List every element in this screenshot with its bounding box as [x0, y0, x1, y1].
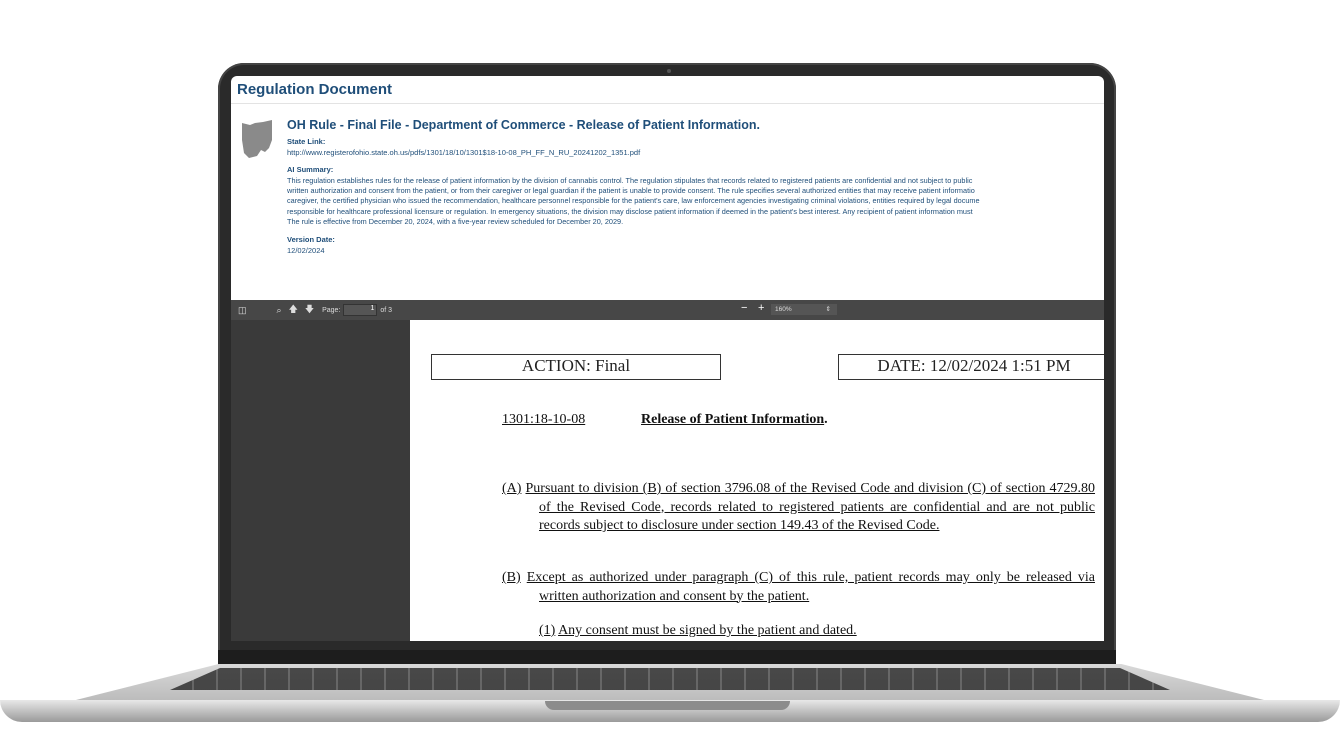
page-label: Page: [322, 306, 341, 314]
summary-line: This regulation establishes rules for the release of patient information by the division of cannabis control. The regulation stipulates that records related to registered patients are confidential and not subject to public [287, 176, 973, 185]
laptop-notch [545, 701, 790, 710]
date-box: DATE: 12/02/2024 1:51 PM [838, 354, 1104, 380]
action-box: ACTION: Final [431, 354, 721, 380]
pdf-toolbar [231, 300, 1104, 320]
page-title: Regulation Document [237, 81, 393, 98]
zoom-select[interactable]: 160% ⇕ [771, 304, 837, 315]
paragraph-b1: (1) Any consent must be signed by the patient and dated. [539, 623, 857, 638]
version-date-label: Version Date: [287, 235, 335, 245]
camera-icon [667, 69, 671, 73]
sidebar-toggle-icon[interactable]: ◫ [238, 304, 247, 315]
state-link-label: State Link: [287, 137, 326, 146]
summary-line: responsible for healthcare professional licensure or regulation. In emergency situations, the division may disclose patient information if deemed in the patient's best interest. Any recipient of patient information must [287, 206, 973, 216]
select-arrows-icon: ⇕ [825, 306, 831, 313]
search-icon[interactable]: ⌕ [276, 304, 282, 315]
rule-number: 1301:18-10-08 [502, 412, 586, 427]
zoom-in-button[interactable]: + [758, 302, 765, 314]
arrow-down-icon[interactable]: 🡇 [304, 304, 315, 314]
laptop-hinge [218, 650, 1116, 666]
arrow-up-icon[interactable]: 🡅 [288, 304, 298, 314]
pdf-sidebar [231, 320, 410, 641]
version-date: 12/02/2024 [287, 246, 325, 256]
document-info [231, 104, 1104, 300]
zoom-out-button[interactable]: − [741, 302, 748, 314]
rule-title: Release of Patient Information. [641, 412, 828, 427]
pdf-page [410, 320, 1104, 641]
ai-summary [287, 176, 1104, 227]
page-number-input[interactable]: 1 [343, 304, 377, 316]
ai-summary-label: AI Summary: [287, 165, 334, 174]
document-title[interactable]: OH Rule - Final File - Department of Commerce - Release of Patient Information. [287, 118, 760, 132]
summary-line: caregiver, the certified physician who issued the recommendation, healthcare personnel responsible for the patient's care, law enforcement agencies investigating criminal violations, entities required by legal docume [287, 196, 980, 206]
laptop-keyboard [170, 668, 1170, 690]
laptop-screen [231, 76, 1104, 641]
page-header [231, 76, 1104, 104]
page-total: of 3 [380, 306, 393, 314]
ohio-state-icon [241, 120, 273, 158]
summary-line: written authorization and consent from the patient, or from their caregiver or legal guardian if the patient is unable to provide consent. The rule specifies several authorized entities that may receive patient informatio [287, 186, 975, 196]
pdf-viewer [231, 300, 1104, 641]
paragraph-b: (B) Except as authorized under paragraph (C) of this rule, patient records may only be released via written authorization and consent by the patient. [502, 570, 1095, 604]
paragraph-a: (A) Pursuant to division (B) of section 3796.08 of the Revised Code and division (C) of section 4729.80 of the Revised Code, records related to registered patients are confidential and are not public records subject to disclosure under section 149.43 of the Revised Code. [502, 481, 1096, 533]
summary-line: The rule is effective from December 20, 2024, with a five-year review scheduled for December 20, 2029. [287, 216, 624, 226]
state-link[interactable]: http://www.registerofohio.state.oh.us/pdfs/1301/18/10/1301$18-10-08_PH_FF_N_RU_20241202_1351.pdf [287, 148, 641, 157]
